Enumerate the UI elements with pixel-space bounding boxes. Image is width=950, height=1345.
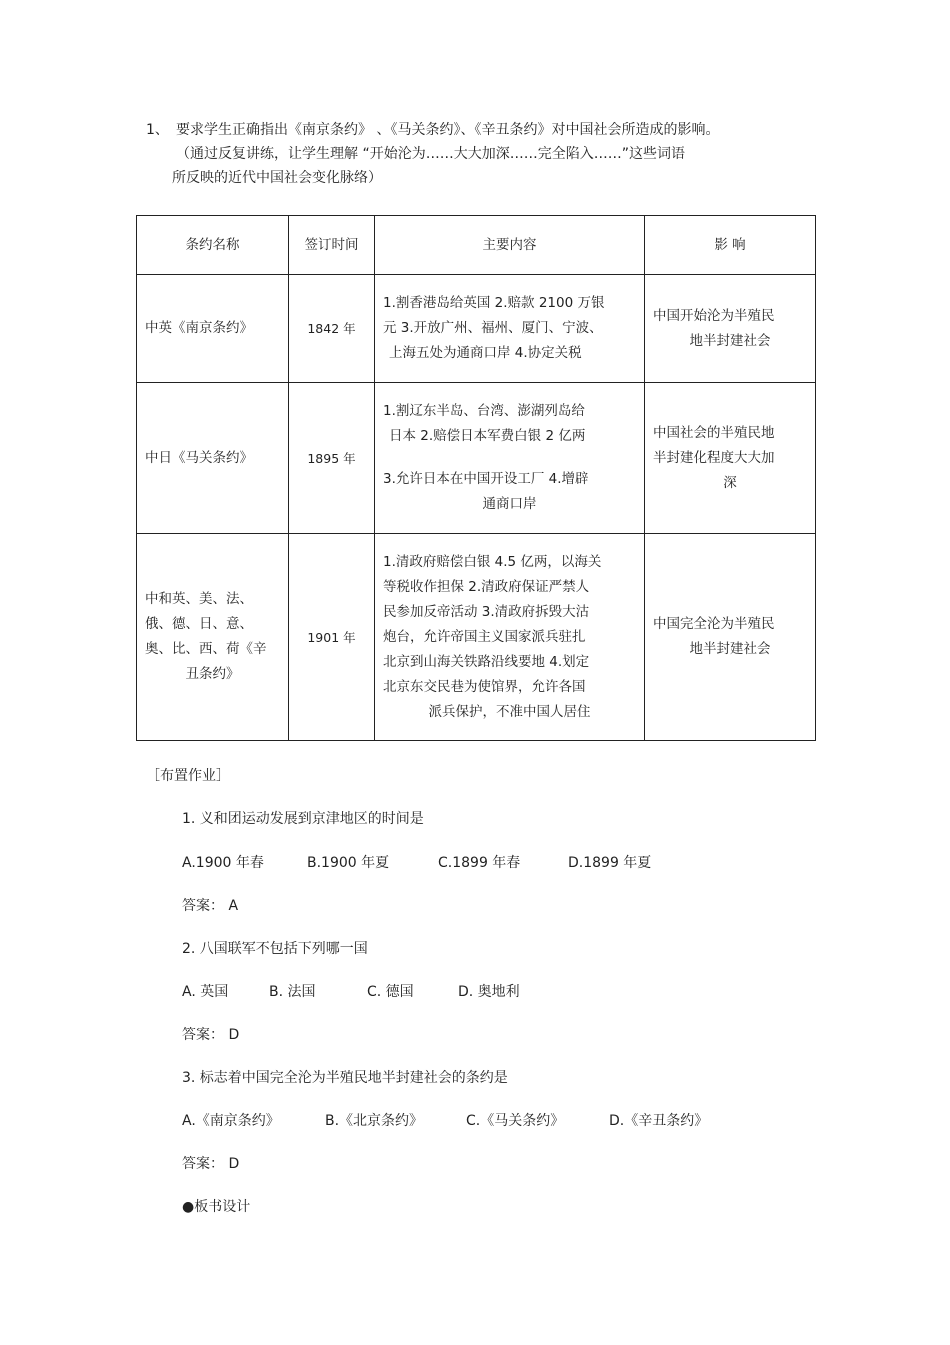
intro-line-2: （通过反复讲练，让学生理解 “开始沦为……大大加深……完全陷入……”这些词语 (176, 146, 685, 162)
q3-option-a: A.《南京条约》 (182, 1113, 280, 1129)
q3-answer: 答案： D (182, 1156, 240, 1172)
content-line: 北京到山海关铁路沿线要地 4.划定 (383, 653, 590, 670)
treaty-name: 中日《马关条约》 (145, 449, 253, 466)
intro-line-3: 所反映的近代中国社会变化脉络） (172, 170, 382, 186)
header-main-content: 主要内容 (375, 216, 645, 275)
impact-line: 中国社会的半殖民地 (653, 424, 775, 441)
impact-line: 地半封建社会 (689, 332, 771, 349)
table-row (137, 383, 816, 534)
q1-option-b: B.1900 年夏 (307, 855, 390, 871)
content-line: 通商口岸 (482, 496, 537, 512)
q3-option-b: B.《北京条约》 (325, 1113, 424, 1129)
table-row (137, 275, 816, 383)
q3-option-c: C.《马关条约》 (466, 1113, 565, 1129)
content-line: 上海五处为通商口岸 4.协定关税 (389, 345, 582, 361)
intro-number: 1、 (146, 122, 169, 138)
treaty-year: 1842 年 (289, 275, 375, 383)
content-line: 1.割辽东半岛、台湾、澎湖列岛给 (383, 403, 585, 419)
treaty-name: 俄、德、日、意、 (145, 616, 253, 632)
content-line: 派兵保护，不准中国人居住 (428, 703, 591, 720)
content-line: 1.割香港岛给英国 2.赔款 2100 万银 (383, 295, 605, 311)
treaty-content-cell (375, 383, 645, 534)
content-line: 民参加反帝活动 3.清政府拆毁大沽 (383, 603, 590, 620)
treaty-impact-cell (645, 275, 816, 383)
impact-line: 中国开始沦为半殖民 (653, 307, 775, 324)
q2-option-b: B. 法国 (269, 984, 316, 1000)
treaty-name-cell (137, 383, 289, 534)
q1-option-a: A.1900 年春 (182, 855, 264, 871)
content-line: 北京东交民巷为使馆界，允许各国 (383, 678, 586, 695)
impact-line: 深 (723, 474, 737, 491)
content-line: 炮台，允许帝国主义国家派兵驻扎 (383, 628, 586, 645)
impact-line: 中国完全沦为半殖民 (653, 616, 775, 632)
q2-option-a: A. 英国 (182, 984, 229, 1000)
question-1: 1. 义和团运动发展到京津地区的时间是 (182, 811, 424, 827)
q3-option-d: D.《辛丑条约》 (609, 1113, 709, 1129)
treaty-table (136, 215, 816, 741)
table-header-row (137, 216, 816, 275)
header-treaty-name: 条约名称 (137, 216, 289, 275)
q1-option-c: C.1899 年春 (438, 855, 521, 871)
content-line: 元 3.开放广州、福州、厦门、宁波、 (383, 320, 603, 336)
treaty-name: 中和英、美、法、 (145, 591, 253, 607)
content-line: 等税收作担保 2.清政府保证严禁人 (383, 578, 590, 595)
question-2: 2. 八国联军不包括下列哪一国 (182, 941, 368, 957)
homework-heading: ［布置作业］ (146, 768, 230, 784)
treaty-year: 1895 年 (289, 383, 375, 534)
treaty-content-cell (375, 275, 645, 383)
treaty-name: 奥、比、西、荷《辛 (145, 641, 267, 657)
q2-answer: 答案： D (182, 1027, 240, 1043)
header-impact: 影 响 (645, 216, 816, 275)
treaty-name: 中英《南京条约》 (145, 320, 253, 336)
q1-answer: 答案： A (182, 898, 239, 914)
treaty-year: 1901 年 (289, 534, 375, 741)
treaty-name-cell (137, 534, 289, 741)
impact-line: 地半封建社会 (689, 641, 771, 657)
header-sign-date: 签订时间 (289, 216, 375, 275)
impact-line: 半封建化程度大大加 (653, 449, 775, 466)
treaty-name-cell (137, 275, 289, 383)
intro-line-1: 要求学生正确指出《南京条约》 、《马关条约》、《辛丑条约》对中国社会所造成的影响。 (176, 122, 720, 138)
treaty-name: 丑条约》 (185, 666, 240, 682)
q2-option-d: D. 奥地利 (458, 984, 520, 1000)
question-3: 3. 标志着中国完全沦为半殖民地半封建社会的条约是 (182, 1070, 508, 1086)
treaty-content-cell (375, 534, 645, 741)
q1-option-d: D.1899 年夏 (568, 855, 652, 871)
treaty-impact-cell (645, 383, 816, 534)
content-line: 日本 2.赔偿日本军费白银 2 亿两 (389, 428, 586, 444)
content-line: 3.允许日本在中国开设工厂 4.增辟 (383, 471, 589, 487)
q2-option-c: C. 德国 (367, 984, 414, 1000)
content-line: 1.清政府赔偿白银 4.5 亿两，以海关 (383, 553, 602, 570)
table-row (137, 534, 816, 741)
treaty-impact-cell (645, 534, 816, 741)
board-design-heading: ●板书设计 (182, 1199, 251, 1215)
